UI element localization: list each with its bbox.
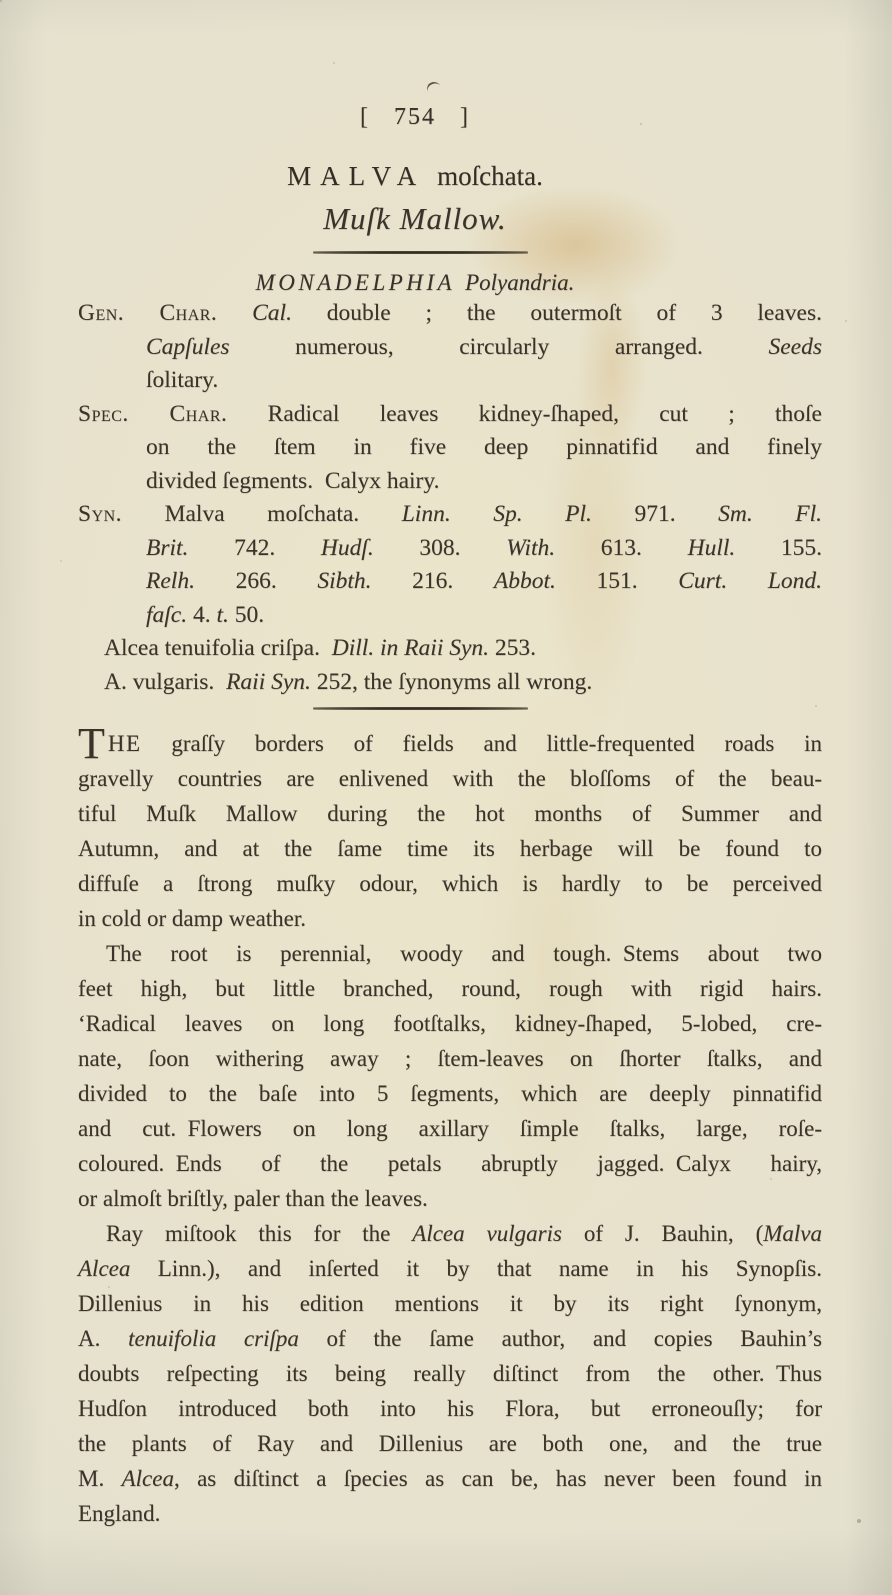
text-line: Capſules numerous, circularly arranged. Seeds	[146, 333, 822, 360]
text-line: diffuſe a ſtrong muſky odour, which is hardly to be perceived	[78, 871, 822, 896]
text-line: gravelly countries are enlivened with the bloſſoms of the beau-	[78, 766, 822, 791]
text-line: Relh. 266. Sibth. 216. Abbot. 151. Curt. Lond.	[146, 568, 823, 594]
front-matter	[78, 297, 822, 699]
text-line: feet high, but little branched, round, rough with rigid hairs.	[78, 976, 822, 1001]
description-text	[78, 719, 822, 1531]
text-line: in cold or damp weather.	[78, 906, 307, 931]
text-line: England.	[78, 1501, 161, 1526]
species-title	[0, 161, 830, 192]
text-line: Spec. Char. Radical leaves kidney-ſhaped, cut ; thoſe	[78, 400, 822, 427]
text-line: faſc. 4. t. 50.	[146, 601, 265, 628]
paper-specks	[0, 0, 2, 2]
text-line: Syn. Malva moſchata. Linn. Sp. Pl. 971. Sm. Fl.	[78, 501, 823, 527]
class-name: MONADELPHIA	[255, 270, 456, 295]
text-line: or almoſt briſtly, paler than the leaves.	[78, 1186, 428, 1211]
text-line: A. vulgaris. Raii Syn. 252, the ſynonyms all wrong.	[104, 668, 593, 695]
paragraph-2	[78, 936, 822, 1216]
text-line: The root is perennial, woody and tough. Stems about two	[106, 941, 822, 966]
syn-section	[78, 498, 822, 699]
text-line: Gen. Char. Cal. double ; the outermoſt of 3 leaves.	[78, 300, 822, 326]
common-name: Muſk Mallow.	[323, 201, 507, 236]
text-line: doubts reſpecting its being really diſtinct from the other. Thus	[78, 1361, 822, 1386]
text-line: Hudſon introduced both into his Flora, but erroneouſly; for	[78, 1396, 822, 1421]
text-line: divided to the baſe into 5 ſegments, which are deeply pinnatifid	[78, 1081, 822, 1106]
text-line: divided ſegments. Calyx hairy.	[146, 467, 440, 494]
class-order-line	[0, 269, 830, 297]
text-line: and cut. Flowers on long axillary ſimple ſtalks, large, roſe-	[78, 1116, 822, 1141]
text-line: Alcea tenuifolia criſpa. Dill. in Raii Syn. 253.	[104, 635, 537, 661]
text-line: M. Alcea, as diſtinct a ſpecies as can be, has never been found in	[78, 1466, 822, 1491]
genus-name: MALVA	[287, 161, 426, 191]
text-line: ‘Radical leaves on long footſtalks, kidney-ſhaped, 5-lobed, cre-	[78, 1011, 822, 1036]
text-line: Brit. 742. Hudſ. 308. With. 613. Hull. 155.	[146, 534, 823, 561]
paragraph-1	[78, 719, 822, 936]
page-header-block	[0, 0, 830, 237]
divider-rule-middle	[313, 707, 528, 710]
text-line: ſolitary.	[146, 367, 219, 393]
order-name: Polyandria.	[465, 270, 575, 295]
text-line: Alcea Linn.), and inſerted it by that name in his Synopſis.	[78, 1256, 822, 1281]
text-line: A. tenuifolia criſpa of the ſame author, and copies Bauhin’s	[78, 1326, 822, 1351]
paragraph-3	[78, 1216, 822, 1531]
text-line: coloured. Ends of the petals abruptly jagged. Calyx hairy,	[78, 1151, 822, 1176]
class-order-block	[0, 269, 830, 297]
text-line: the plants of Ray and Dillenius are both one, and the true	[78, 1431, 822, 1456]
text-line: Ray miſtook this for the Alcea vulgaris of J. Bauhin, (Malva	[106, 1221, 822, 1246]
divider-rule-top	[313, 251, 528, 254]
text-line: on the ſtem in five deep pinnatifid and finely	[146, 434, 822, 460]
text-line: Dillenius in his edition mentions it by its right ſynonym,	[78, 1291, 822, 1316]
page-number: [ 754 ]	[360, 104, 470, 130]
species-epithet: moſchata.	[437, 161, 543, 191]
text-line: nate, ſoon withering away ; ſtem-leaves on ſhorter ſtalks, and	[78, 1046, 822, 1071]
text-line: Autumn, and at the ſame time its herbage will be found to	[78, 836, 822, 861]
text-line: tiful Muſk Mallow during the hot months of Summer and	[78, 801, 822, 826]
text-line: THE graſſy borders of fields and little-frequented roads in	[78, 719, 822, 768]
gen-char-section	[78, 297, 822, 398]
spec-char-section	[78, 398, 822, 499]
